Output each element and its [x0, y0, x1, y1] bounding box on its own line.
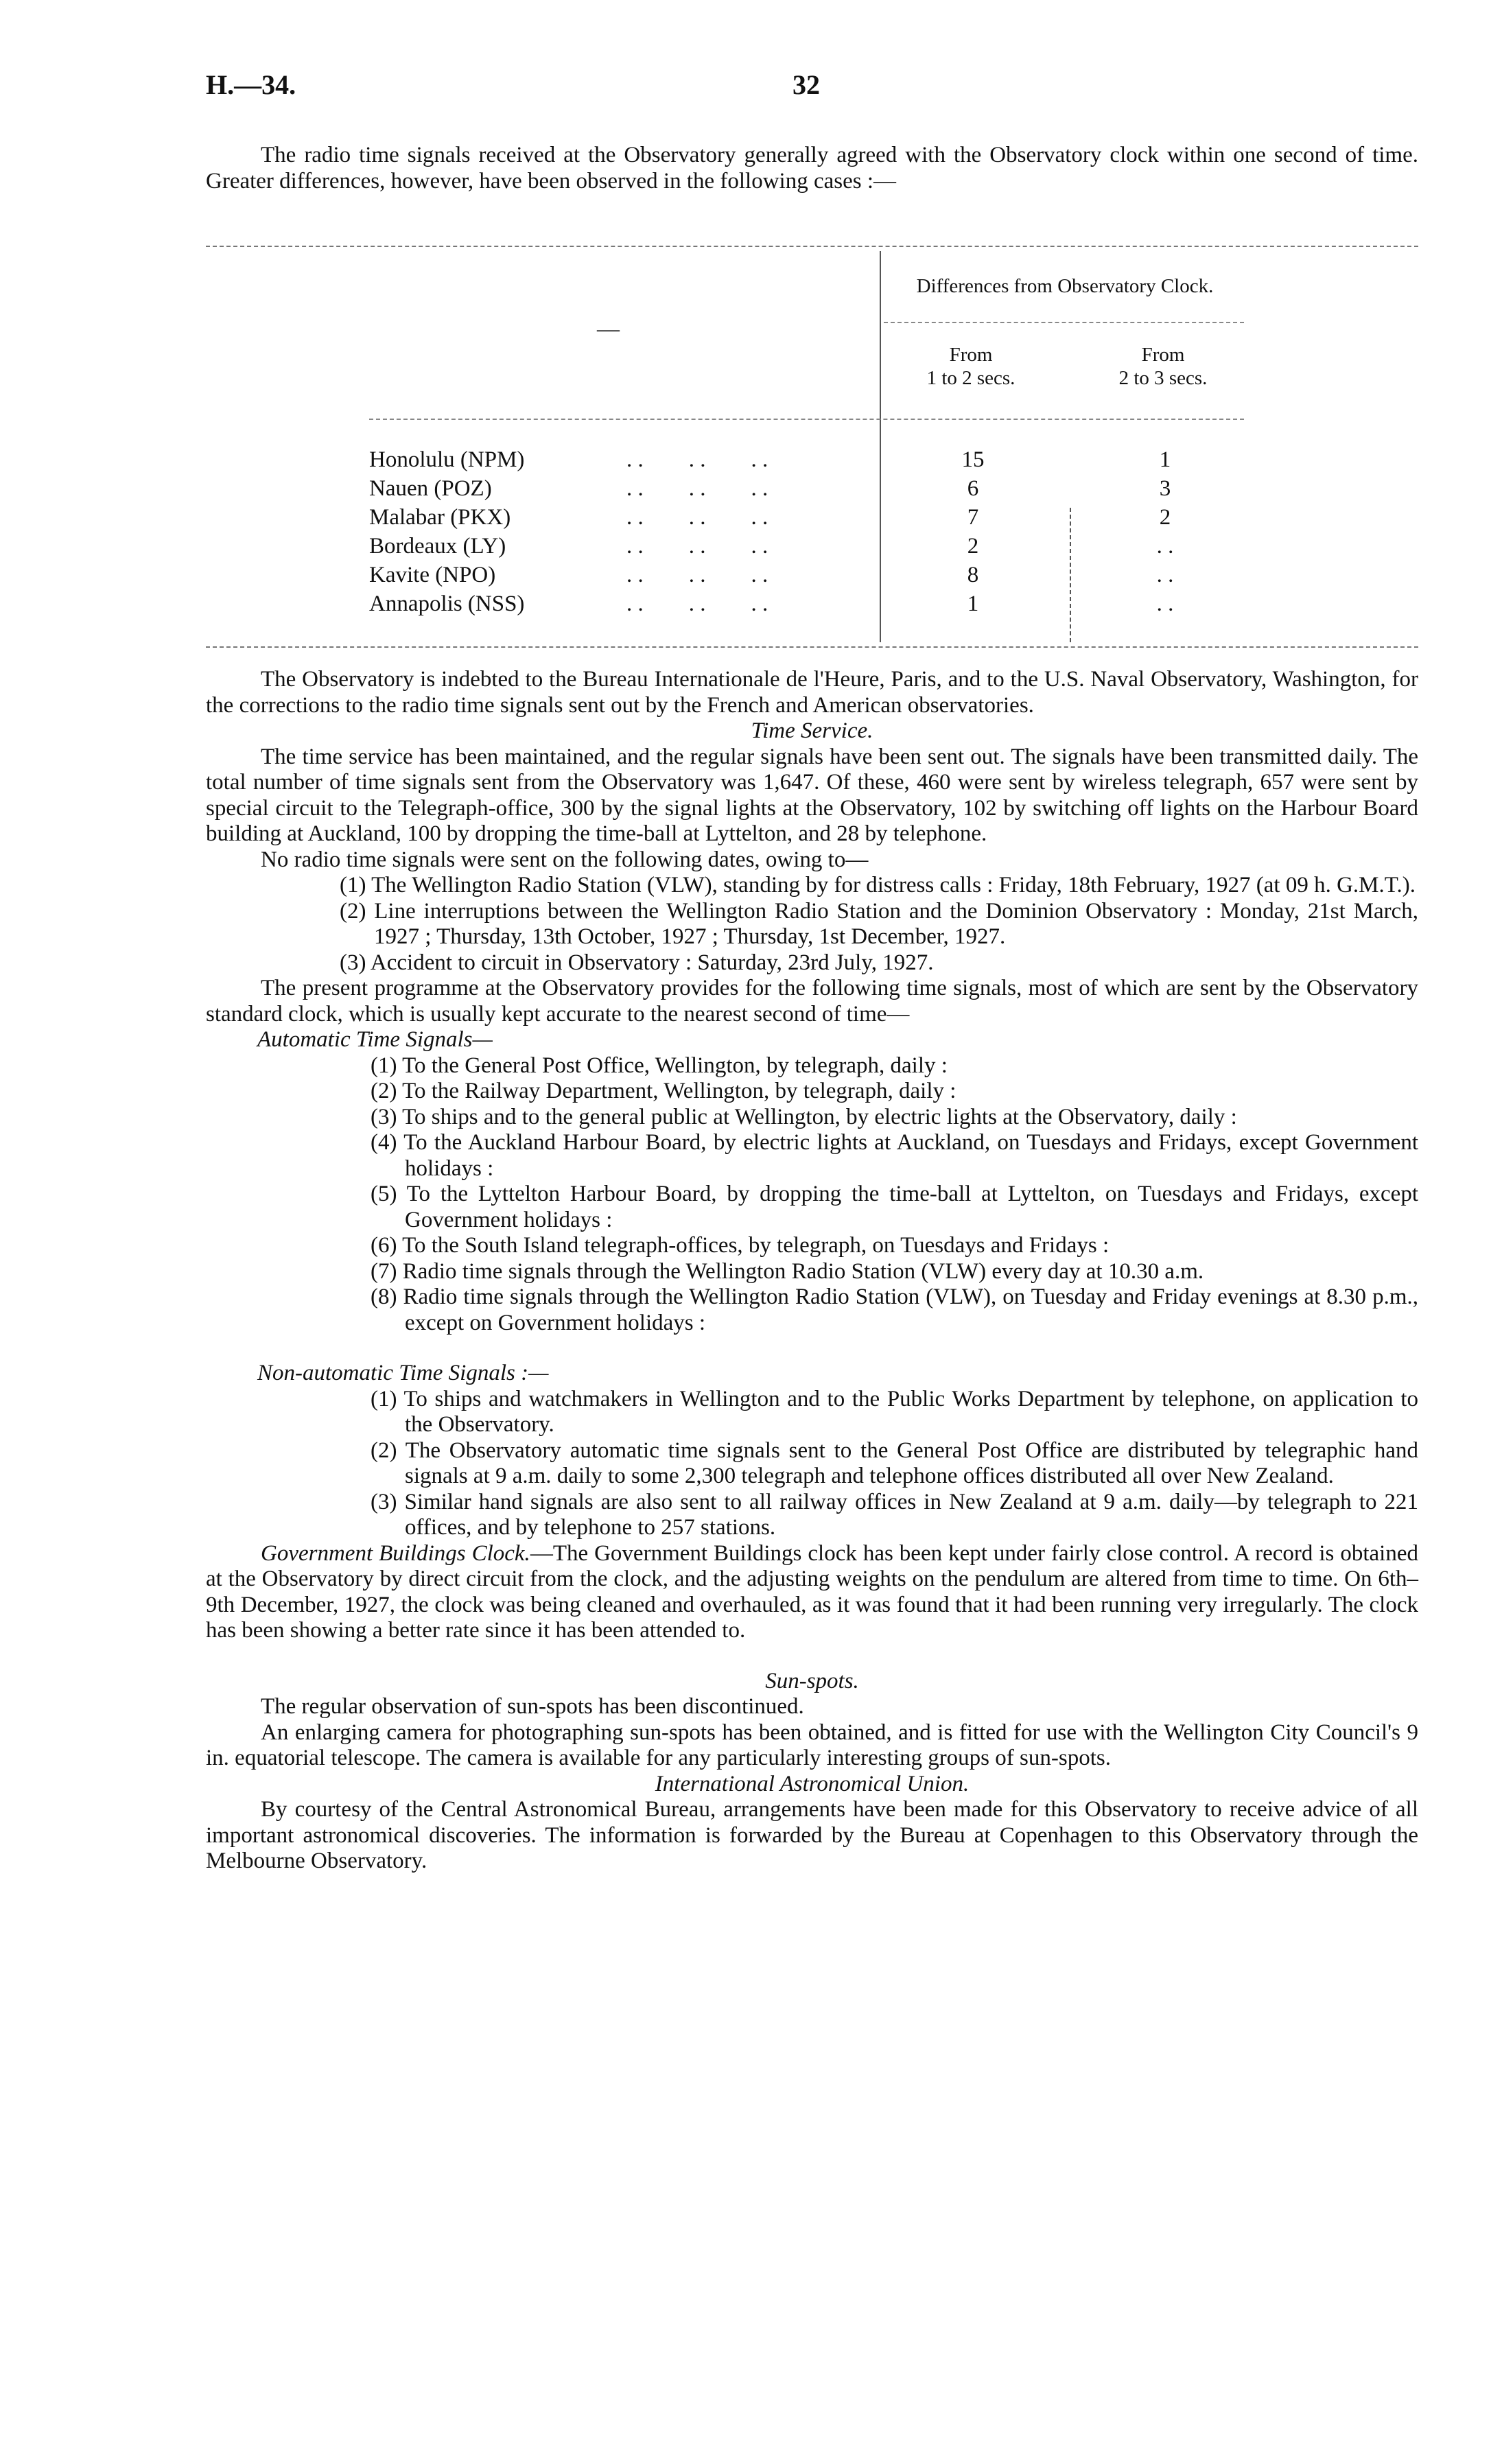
date-item: (3) Accident to circuit in Observatory : Saturday, 23rd July, 1927.: [340, 950, 934, 975]
nonauto-item: (3) Similar hand signals are also sent to all railway offices in New Zealand at 9 a.m. daily—by telegraph to 221 offices, and by telephone to 257 stations.: [371, 1489, 1418, 1540]
station-name: Kavite (NPO): [369, 563, 496, 587]
count-1to2: 15: [961, 447, 985, 472]
stub-header: —: [597, 317, 620, 342]
nonauto-item: (1) To ships and watchmakers in Wellington and to the Public Works Department by telephone, on application to the Observatory.: [371, 1386, 1418, 1437]
count-2to3: . .: [1156, 591, 1174, 616]
table-row: [369, 563, 1247, 591]
col-header-2to3: [1077, 343, 1249, 390]
leader-dots: . . . . . .: [626, 591, 768, 616]
count-1to2: 1: [967, 591, 979, 616]
station-name: Annapolis (NSS): [369, 591, 525, 616]
sunspots-paragraph: The regular observation of sun-spots has been discontinued.: [261, 1694, 804, 1719]
count-2to3: 1: [1159, 447, 1171, 472]
auto-item: (8) Radio time signals through the Wellington Radio Station (VLW), on Tuesday and Friday evenings at 8.30 p.m., except on Government holidays :: [371, 1284, 1418, 1335]
table-bottom-rule: [206, 646, 1418, 648]
col-header-1to2: [885, 343, 1057, 390]
programme-paragraph: The present programme at the Observatory provides for the following time signals, most of which are sent by the Observatory standard clock, which is usually kept accurate to the nearest second of time—: [206, 976, 1418, 1026]
non-automatic-heading: Non-automatic Time Signals :—: [257, 1361, 549, 1385]
count-2to3: . .: [1156, 563, 1174, 587]
header-rule: [884, 322, 1244, 323]
clock-text: —The Government Buildings clock has been kept under fairly close control. A record is obtained at the Observatory by direct circuit from the clock, and the adjusting weights on the pendulum are altered from time to time. On 6th–9th December, 1927, the clock was being cleaned and overhauled, as it was found that it had been running very irregularly. The clock has been showing a better rate since it has been attended to.: [206, 1540, 1418, 1643]
count-2to3: . .: [1156, 534, 1174, 559]
no-signals-paragraph: No radio time signals were sent on the following dates, owing to—: [261, 847, 869, 872]
clock-label: Government Buildings Clock.: [261, 1540, 530, 1566]
table-row: [369, 476, 1247, 505]
intro-section: [206, 143, 1418, 194]
table-row: [369, 534, 1247, 563]
count-2to3: 2: [1159, 505, 1171, 530]
station-name: Nauen (POZ): [369, 476, 492, 501]
leader-dots: . . . . . .: [626, 505, 768, 530]
auto-item: (1) To the General Post Office, Wellington, by telegraph, daily :: [371, 1053, 948, 1078]
station-name: Malabar (PKX): [369, 505, 511, 530]
clock-paragraph: [206, 1541, 1418, 1644]
automatic-heading: Automatic Time Signals—: [257, 1027, 493, 1052]
iau-heading: International Astronomical Union.: [655, 1771, 970, 1796]
time-service-heading: Time Service.: [751, 718, 873, 743]
table-row: [369, 447, 1247, 476]
col-header-line: From: [949, 344, 993, 366]
table-row: [369, 505, 1247, 534]
col-header-line: 2 to 3 secs.: [1118, 367, 1208, 389]
main-text: [206, 667, 1418, 1875]
leader-dots: . . . . . .: [626, 476, 768, 501]
count-2to3: 3: [1159, 476, 1171, 501]
leader-dots: . . . . . .: [626, 447, 768, 472]
header-bottom-rule: [369, 419, 1244, 420]
count-1to2: 8: [967, 563, 979, 587]
auto-item: (5) To the Lyttelton Harbour Board, by dropping the time-ball at Lyttelton, on Tuesdays and Fridays, except Government holidays :: [371, 1182, 1418, 1232]
station-name: Honolulu (NPM): [369, 447, 525, 472]
count-1to2: 6: [967, 476, 979, 501]
auto-item: (4) To the Auckland Harbour Board, by electric lights at Auckland, on Tuesdays and Fridays, except Government holidays :: [371, 1130, 1418, 1181]
col-header-line: From: [1141, 344, 1185, 366]
nonauto-item: (2) The Observatory automatic time signals sent to the General Post Office are distributed by telegraphic hand signals at 9 a.m. daily to some 2,300 telegraph and telephone offices distributed all over New Zealand.: [371, 1438, 1418, 1488]
group-header: Differences from Observatory Clock.: [916, 275, 1214, 297]
date-item: (1) The Wellington Radio Station (VLW), standing by for distress calls : Friday, 18th February, 1927 (at 09 h. G.M.T.).: [340, 873, 1416, 897]
count-1to2: 7: [967, 505, 979, 530]
table-top-rule: [206, 246, 1418, 247]
auto-item: (2) To the Railway Department, Wellington, by telegraph, daily :: [371, 1079, 956, 1103]
auto-item: (7) Radio time signals through the Wellington Radio Station (VLW) every day at 10.30 a.m.: [371, 1258, 1204, 1284]
leader-dots: . . . . . .: [626, 563, 768, 587]
iau-paragraph: By courtesy of the Central Astronomical Bureau, arrangements have been made for this Observatory to receive advice of all important astronomical discoveries. The information is forwarded by the Bureau at Copenhagen to this Observatory through the Melbourne Observatory.: [206, 1797, 1418, 1873]
table-row: [369, 591, 1247, 620]
count-1to2: 2: [967, 534, 979, 559]
document-id: H.—34.: [206, 69, 296, 100]
page-number: 32: [793, 69, 820, 100]
sunspots-paragraph: An enlarging camera for photographing sun-spots has been obtained, and is fitted for use with the Wellington City Council's 9 in. equatorial telescope. The camera is available for any particularly interesting groups of sun-spots.: [206, 1720, 1418, 1770]
col-header-line: 1 to 2 secs.: [926, 367, 1015, 389]
time-service-paragraph: The time service has been maintained, and the regular signals have been sent out. The signals have been transmitted daily. The total number of time signals sent from the Observatory was 1,647. Of these, 460 were sent by wireless telegraph, 657 were sent by special circuit to the Telegraph-office, 300 by the signal lights at the Observatory, 102 by switching off lights on the Harbour Board building at Auckland, 100 by dropping the time-ball at Lyttelton, and 28 by telephone.: [206, 744, 1418, 846]
date-item: (2) Line interruptions between the Wellington Radio Station and the Dominion Observatory : Monday, 21st March, 1927 ; Thursday, 13th October, 1927 ; Thursday, 1st December, 1927.: [340, 898, 1418, 949]
leader-dots: . . . . . .: [626, 534, 768, 559]
station-name: Bordeaux (LY): [369, 534, 506, 559]
auto-item: (6) To the South Island telegraph-offices, by telegraph, on Tuesdays and Fridays :: [371, 1233, 1110, 1258]
indebted-paragraph: The Observatory is indebted to the Bureau Internationale de l'Heure, Paris, and to the U.S. Naval Observatory, Washington, for the corrections to the radio time signals sent out by the French and American observatories.: [206, 667, 1418, 718]
auto-item: (3) To ships and to the general public at Wellington, by electric lights at the Observatory, daily :: [371, 1104, 1237, 1129]
sunspots-heading: Sun-spots.: [765, 1668, 859, 1693]
intro-paragraph: The radio time signals received at the Observatory generally agreed with the Observatory clock within one second of time. Greater differences, however, have been observed in the following cases :—: [206, 143, 1418, 193]
